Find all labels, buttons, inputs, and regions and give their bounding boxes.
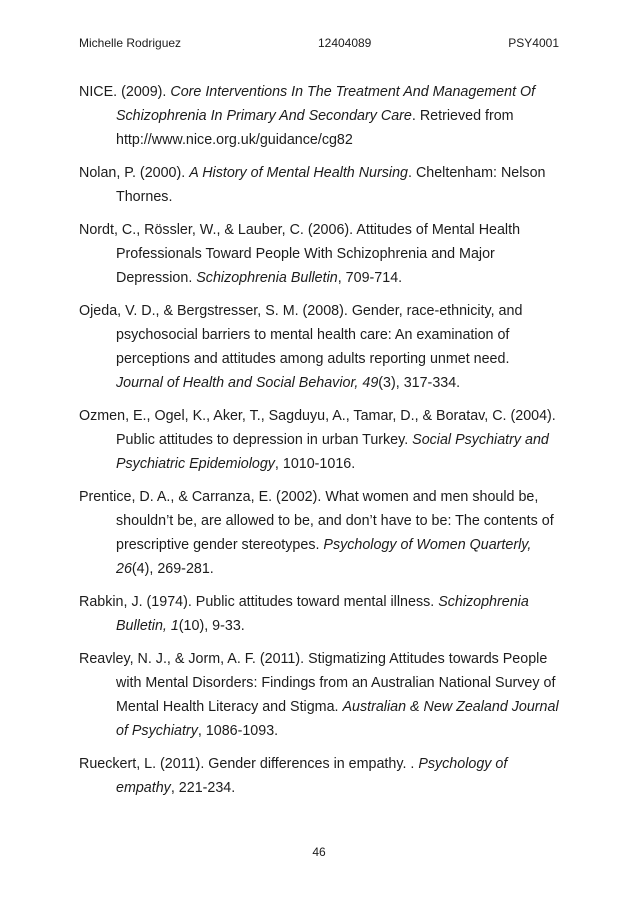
reference-text-segment: NICE. (2009). [79, 84, 171, 100]
reference-entry [79, 485, 559, 581]
reference-text-segment: , 709-714. [337, 270, 403, 286]
reference-title-segment: Core Interventions In The Treatment And Management Of Schizophrenia In Primary And Secondary Care [116, 84, 536, 124]
reference-title-segment: Journal of Health and Social Behavior, 49 [116, 375, 379, 391]
page-number: 46 [312, 845, 326, 859]
reference-text-segment: (10), 9-33. [178, 618, 245, 634]
reference-entry [79, 299, 559, 395]
reference-entry [79, 218, 559, 290]
reference-entry [79, 647, 559, 743]
reference-text-segment: Nordt, C., Rössler, W., & Lauber, C. (2006). Attitudes of Mental Health Professionals Toward People With Schizophrenia and Major Depression. [79, 222, 521, 286]
reference-entry [79, 80, 559, 152]
references-list [79, 80, 559, 800]
reference-title-segment: Psychology of empathy [116, 756, 508, 796]
reference-entry [79, 752, 559, 800]
reference-text-segment: . Cheltenham: Nelson Thornes. [116, 165, 546, 205]
reference-text-segment: (4), 269-281. [131, 561, 214, 577]
reference-text-segment: , 1086-1093. [197, 723, 279, 739]
reference-text-segment: Rueckert, L. (2011). Gender differences in empathy. . [79, 756, 419, 772]
reference-entry [79, 590, 559, 638]
page-header [79, 36, 559, 50]
reference-text-segment: Ozmen, E., Ogel, K., Aker, T., Sagduyu, A., Tamar, D., & Boratav, C. (2004). Public attitudes to depression in urban Turkey. [79, 408, 556, 448]
reference-text-segment: Reavley, N. J., & Jorm, A. F. (2011). Stigmatizing Attitudes towards People with Mental Disorders: Findings from an Australian National Survey of Mental Health Literacy and Stigma. [79, 651, 556, 715]
reference-text-segment: , 1010-1016. [274, 456, 356, 472]
header-student-id: 12404089 [317, 36, 372, 50]
header-course-code: PSY4001 [508, 36, 559, 50]
reference-title-segment: A History of Mental Health Nursing [189, 165, 408, 181]
reference-title-segment: Schizophrenia Bulletin, 1 [116, 594, 529, 634]
reference-title-segment: Psychology of Women Quarterly, 26 [116, 537, 532, 577]
reference-text-segment: Rabkin, J. (1974). Public attitudes toward mental illness. [79, 594, 439, 610]
reference-entry [79, 404, 559, 476]
reference-title-segment: Social Psychiatry and Psychiatric Epidemiology [116, 432, 549, 472]
reference-text-segment: (3), 317-334. [378, 375, 461, 391]
reference-text-segment: Nolan, P. (2000). [79, 165, 190, 181]
reference-title-segment: Schizophrenia Bulletin [196, 270, 338, 286]
reference-text-segment: , 221-234. [170, 780, 236, 796]
reference-text-segment: Prentice, D. A., & Carranza, E. (2002). What women and men should be, shouldn’t be, are allowed to be, and don’t have to be: The contents of prescriptive gender stereotypes. [79, 489, 554, 553]
reference-text-segment: . Retrieved from http://www.nice.org.uk/guidance/cg82 [116, 108, 514, 148]
reference-text-segment: Ojeda, V. D., & Bergstresser, S. M. (2008). Gender, race-ethnicity, and psychosocial barriers to mental health care: An examination of perceptions and attitudes among adults reporting unmet need. [79, 303, 523, 367]
reference-entry [79, 161, 559, 209]
reference-title-segment: Australian & New Zealand Journal of Psychiatry [116, 699, 559, 739]
header-author: Michelle Rodriguez [79, 36, 182, 50]
